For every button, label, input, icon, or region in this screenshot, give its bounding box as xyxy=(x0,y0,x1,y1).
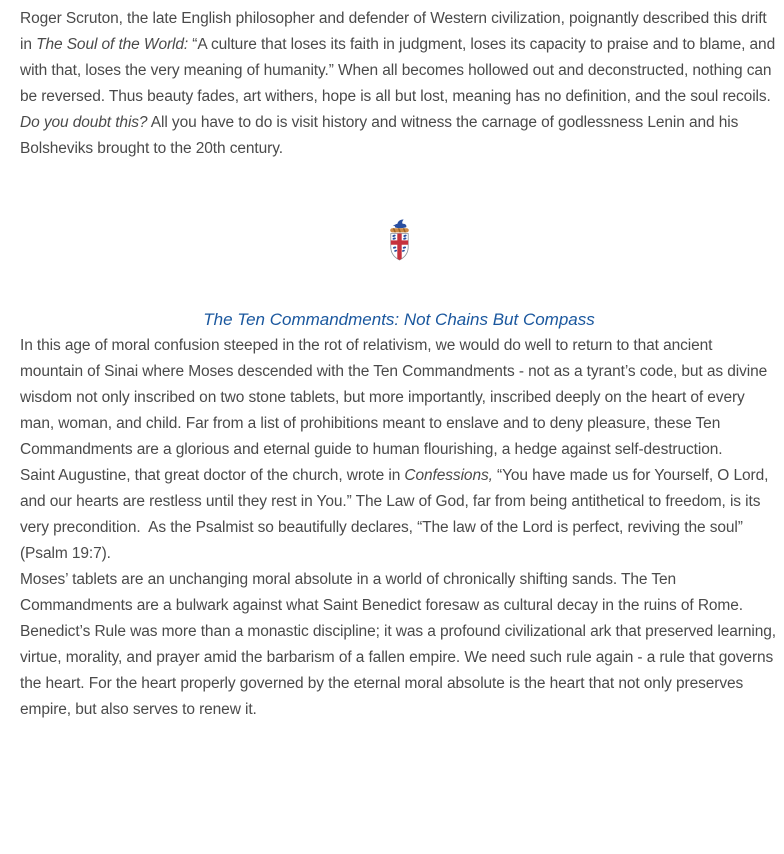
text-run: Roger Scruton, the late English philosopher and defender of Western civilization, poignantly described this drift in xyxy=(20,10,767,53)
text-run: Moses’ tablets are an unchanging moral absolute in a world of chronically shifting sands. The Ten Commandments are a bulwark against what Saint Benedict foresaw as cultural decay in the ruins of Rome. Benedict’s Rule was more than a monastic discipline; it was a profound civilizational ark that preserved learning, virtue, morality, and prayer amid the barbarism of a fallen empire. We need such rule again - a rule that governs the heart. For the heart properly governed by the eternal moral absolute is the heart that not only preserves empire, but also serves to renew it. xyxy=(20,571,776,718)
crest-container xyxy=(20,216,778,261)
crest-bird-head xyxy=(392,225,396,227)
paragraph-scruton xyxy=(20,6,778,162)
text-run: “You have made us for Yourself, O Lord, and our hearts are restless until they rest in You.” The Law of God, far from being antithetical to freedom, is its very precondition. As the Psalmist so beautifully declares, “The law of the Lord is perfect, reviving the soul” (Psalm 19:7). xyxy=(20,467,769,562)
text-run: Saint Augustine, that great doctor of the church, wrote in xyxy=(20,467,405,484)
heraldic-crest-image xyxy=(386,216,413,261)
section-heading: The Ten Commandments: Not Chains But Compass xyxy=(203,310,595,329)
text-run: In this age of moral confusion steeped in the rot of relativism, we would do well to return to that ancient mountain of Sinai where Moses descended with the Ten Commandments - not as a tyrant’s code, but as divine wisdom not only inscribed on two stone tablets, but more importantly, inscribed deeply on the heart of every man, woman, and child. Far from a list of prohibitions meant to enslave and to deny pleasure, these Ten Commandments are a glorious and eternal guide to human flourishing, a hedge against self-destruction. xyxy=(20,337,768,458)
paragraph-augustine xyxy=(20,463,778,567)
text-run: “A culture that loses its faith in judgment, loses its capacity to praise and to blame, and with that, loses the very meaning of humanity.” When all becomes hollowed out and deconstructed, nothing can be reversed. Thus beauty fades, art withers, hope is all but lost, meaning has no definition, and the soul recoils. xyxy=(20,36,776,105)
text-run: All you have to do is visit history and witness the carnage of godlessness Lenin and his Bolsheviks brought to the 20th century. xyxy=(20,114,739,157)
italic-text-run: Confessions, xyxy=(404,467,493,484)
paragraph-moses-tablets xyxy=(20,567,778,723)
italic-text-run: The Soul of the World: xyxy=(36,36,189,53)
crest-bird-icon xyxy=(394,220,406,229)
paragraph-moral-confusion xyxy=(20,333,778,463)
italic-text-run: Do you doubt this? xyxy=(20,114,148,131)
